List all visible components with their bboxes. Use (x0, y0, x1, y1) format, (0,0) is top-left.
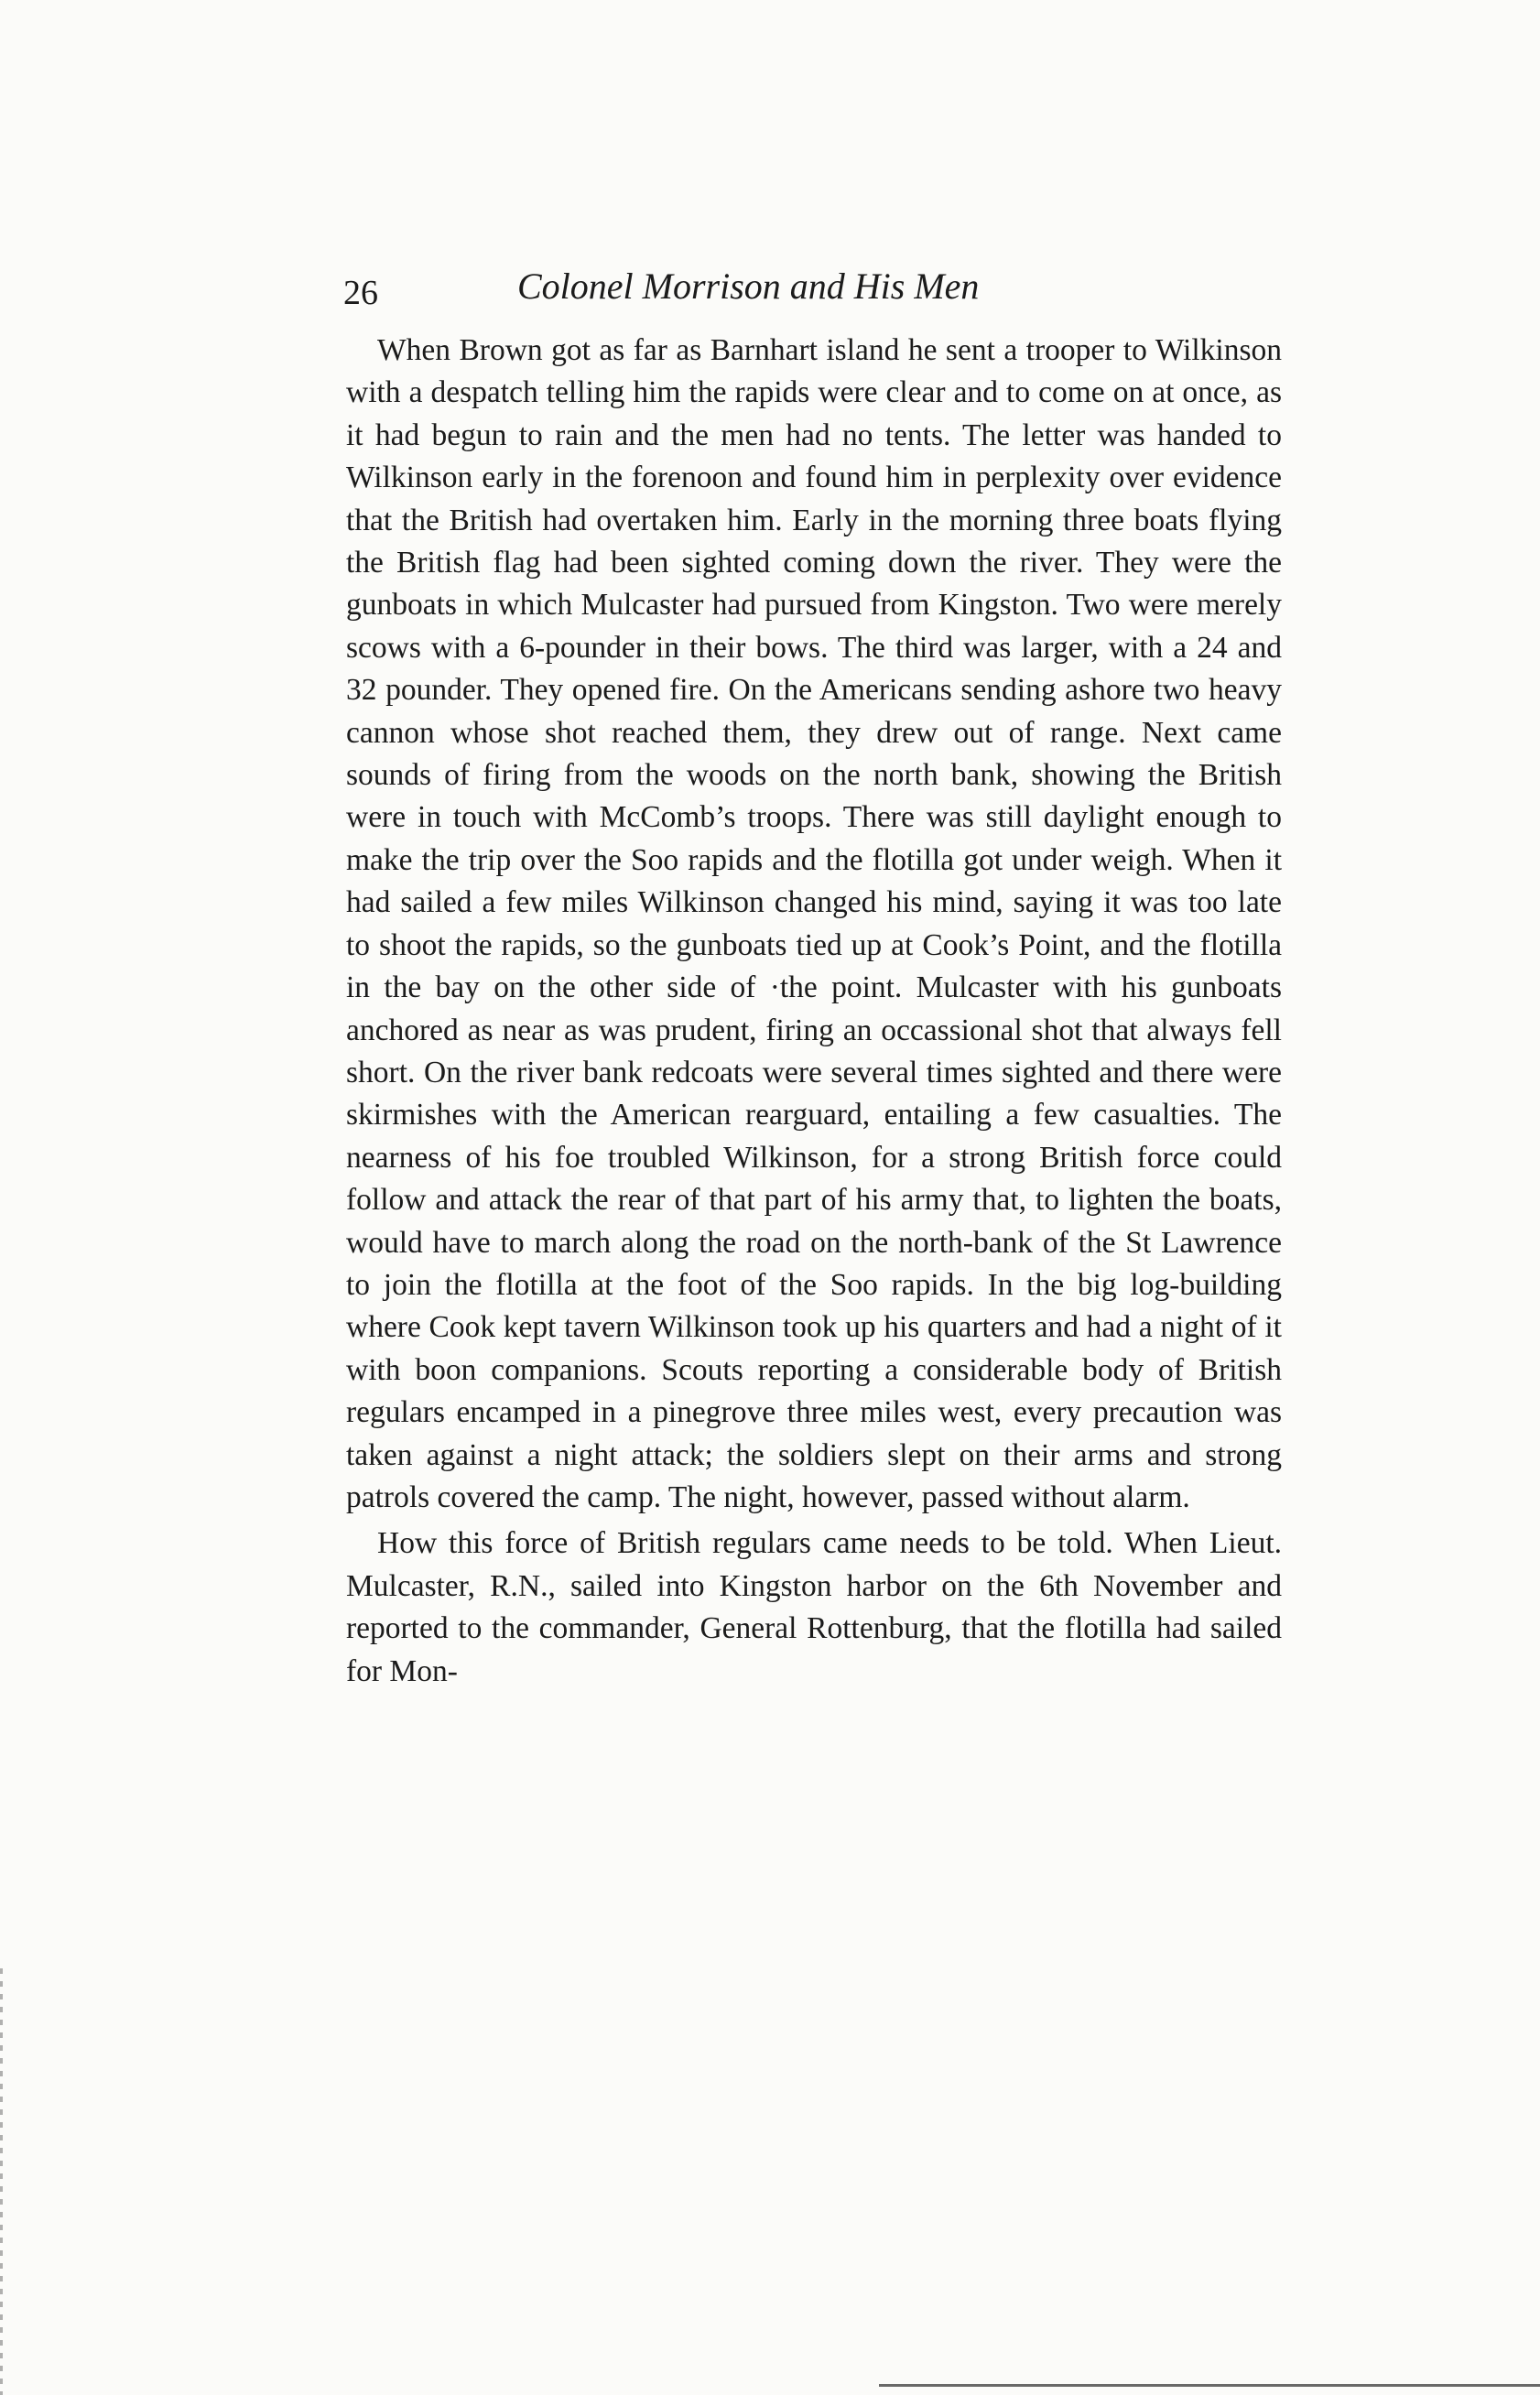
paragraph: How this force of British regulars came needs to be told. When Lieut. Mulcaster, R.N., sailed into Kingston harbor on the 6th November and reported to the commander, General Rottenburg, that the flotilla had sailed for Mon- (346, 1526, 1282, 1688)
page-number: 26 (343, 274, 378, 312)
body-text (346, 330, 1282, 1693)
page-header (343, 266, 1277, 320)
scan-edge-rule (879, 2384, 1540, 2387)
running-title: Colonel Morrison and His Men (517, 266, 980, 307)
scan-left-edge (0, 1968, 3, 2395)
paragraph: When Brown got as far as Barnhart island he sent a trooper to Wilkinson with a despatch telling him the rapids were clear and to come on at once, as it had begun to rain and the men had no tents. The letter was handed to Wilkinson early in the forenoon and found him in perplexity over evidence that the British had overtaken him. Early in the morning three boats flying the British flag had been sighted coming down the river. They were the gunboats in which Mulcaster had pursued from Kingston. Two were merely scows with a 6-pounder in their bows. The third was larger, with a 24 and 32 pounder. They opened fire. On the Americans sending ashore two heavy cannon whose shot reached them, they drew out of range. Next came sounds of firing from the woods on the north bank, showing the British were in touch with McComb’s troops. There was still daylight enough to make the trip over the Soo rapids and the flotilla got under weigh. When it had sailed a few miles Wilkinson changed his mind, saying it was too late to shoot the rapids, so the gunboats tied up at Cook’s Point, and the flotilla in the bay on the other side of ·the point. Mulcaster with his gunboats anchored as near as was prudent, firing an occassional shot that always fell short. On the river bank redcoats were several times sighted and there were skirmishes with the American rearguard, entailing a few casualties. The nearness of his foe troubled Wilkinson, for a strong British force could follow and attack the rear of that part of his army that, to lighten the boats, would have to march along the road on the north-bank of the St Lawrence to join the flotilla at the foot of the Soo rapids. In the big log-building where Cook kept tavern Wilkinson took up his quarters and had a night of it with boon companions. Scouts reporting a considerable body of British regulars encamped in a pinegrove three miles west, every precaution was taken against a night attack; the soldiers slept on their arms and strong patrols covered the camp. The night, however, passed without alarm. (346, 333, 1282, 1514)
